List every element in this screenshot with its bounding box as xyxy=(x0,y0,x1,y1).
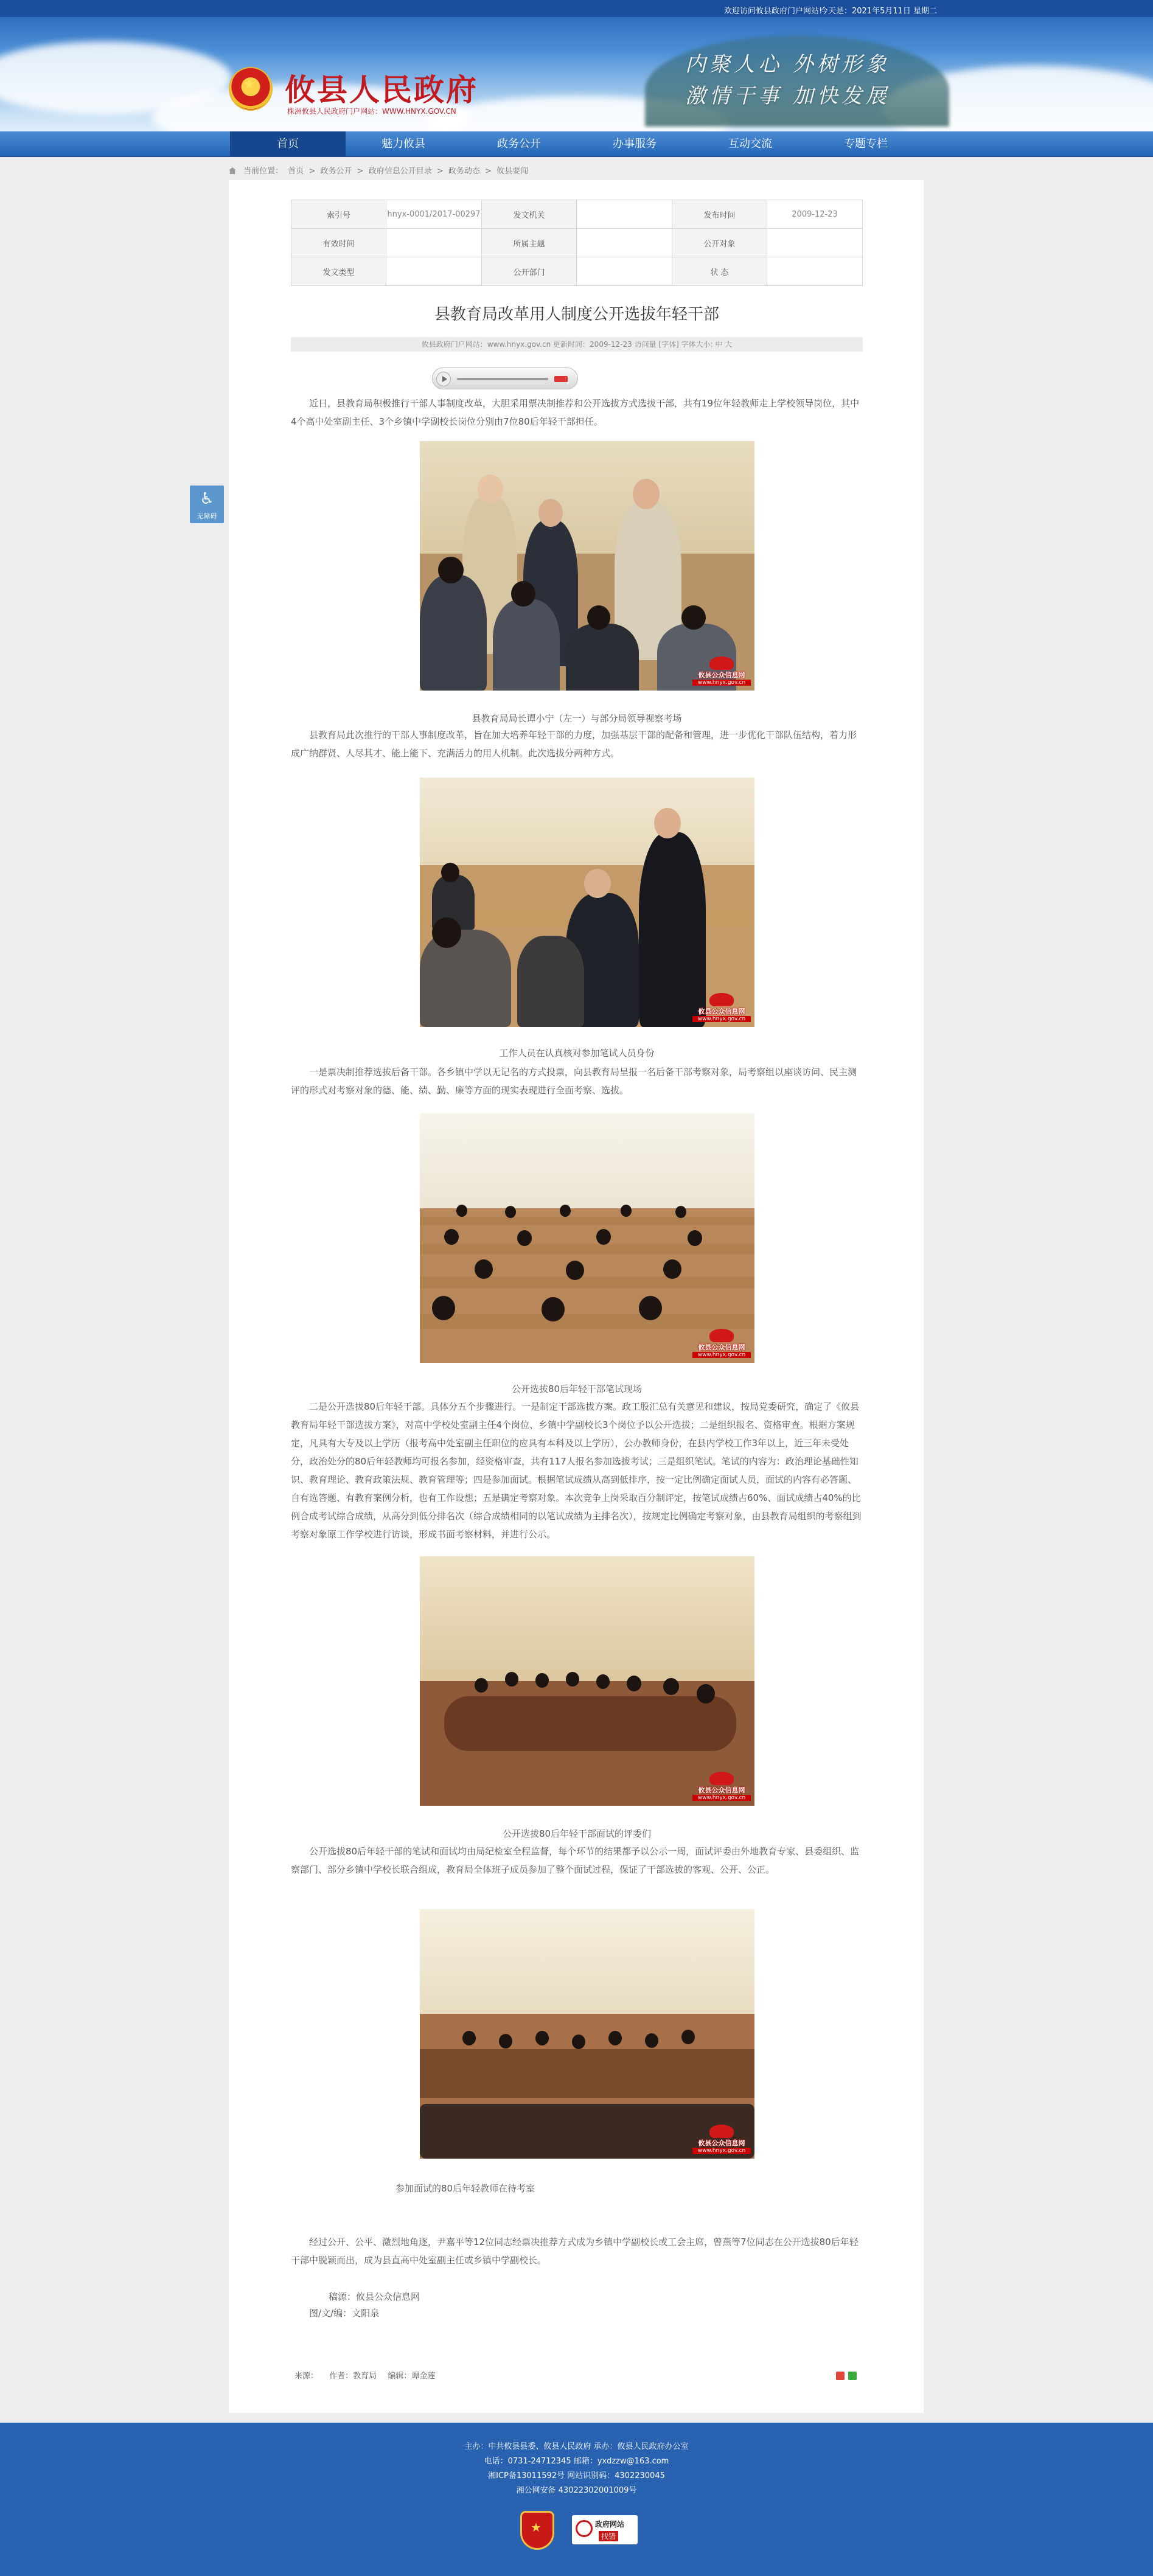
slogan-line-1: 内聚人心 外树形象 xyxy=(685,52,890,77)
meta-key: 有效时间 xyxy=(291,229,386,257)
breadcrumb-label: 当前位置： xyxy=(243,167,284,176)
source-line: 稿源：攸县公众信息网 xyxy=(329,2291,420,2302)
meta-key: 公开部门 xyxy=(482,257,577,286)
nav-services[interactable]: 办事服务 xyxy=(613,138,657,150)
meta-value: 2009-12-23 xyxy=(767,200,863,229)
meta-value: hnyx-0001/2017-00297 xyxy=(386,200,482,229)
meta-key: 发文类型 xyxy=(291,257,386,286)
meta-value xyxy=(577,229,672,257)
home-icon xyxy=(229,167,236,174)
article-photo xyxy=(420,1909,754,2159)
photo-caption: 参加面试的80后年轻教师在待考室 xyxy=(395,2183,535,2194)
header-banner xyxy=(0,17,1153,131)
article-title: 县教育局改革用人制度公开选拔年轻干部 xyxy=(434,305,719,324)
meta-key: 发布时间 xyxy=(672,200,767,229)
paragraph: 经过公开、公平、激烈地角逐，尹嘉平等12位同志经票决推荐方式成为乡镇中学副校长或工会主席，曾燕等7位同志在公开选拔80后年轻干部中脱颖而出，成为县直高中处室副主任或乡镇中学副校长。 xyxy=(291,2237,859,2266)
volume-icon[interactable] xyxy=(554,376,568,382)
share-wechat-icon[interactable] xyxy=(848,2372,857,2380)
article-photo xyxy=(420,1556,754,1806)
photo-caption: 公开选拔80后年轻干部笔试现场 xyxy=(511,1384,643,1394)
meta-value xyxy=(386,229,482,257)
nav-topics[interactable]: 专题专栏 xyxy=(844,138,888,150)
paragraph: 一是票决制推荐选拔后备干部。各乡镇中学以无记名的方式投票，向县教育局呈报一名后备干部考察对象，局考察组以座谈访问、民主测评的形式对考察对象的德、能、绩、勤、廉等方面的现实表现进行全面考察、选拔。 xyxy=(291,1067,857,1096)
wheelchair-icon: ♿ xyxy=(200,490,214,508)
accessibility-button[interactable] xyxy=(190,486,224,523)
error-report-icon xyxy=(576,2520,593,2537)
article-photo xyxy=(420,1113,754,1363)
breadcrumb-dynamics[interactable]: 政务动态 xyxy=(448,167,480,176)
paragraph: 近日，县教育局积极推行干部人事制度改革，大胆采用票决制推荐和公开选拔方式选拔干部，共有19位年轻教师走上学校领导岗位，其中4个高中处室副主任、3个乡镇中学副校长岗位分别由7位80后年轻干部担任。 xyxy=(291,398,860,427)
table-row xyxy=(291,257,863,286)
footer-police-record[interactable]: 湘公网安备 43022302001009号 xyxy=(516,2486,637,2495)
breadcrumb-gov-affairs[interactable]: 政务公开 xyxy=(320,167,352,176)
watermark: 攸县公众信息网 www.hnyx.gov.cn xyxy=(692,1329,751,1359)
breadcrumb-sep: > xyxy=(357,167,364,176)
meta-value xyxy=(577,200,672,229)
editor-line: 图/文/编：文阳泉 xyxy=(309,2308,380,2319)
main-nav xyxy=(0,131,1153,157)
date-text: 今天是：2021年5月11日 星期二 xyxy=(820,7,938,16)
photo-caption: 工作人员在认真核对参加笔试人员身份 xyxy=(499,1048,655,1059)
table-row xyxy=(291,200,863,229)
watermark: 攸县公众信息网 www.hnyx.gov.cn xyxy=(692,993,751,1023)
watermark: 攸县公众信息网 www.hnyx.gov.cn xyxy=(692,2125,751,2155)
byline-author: 作者：教育局 xyxy=(329,2372,377,2381)
site-url: 株洲攸县人民政府门户网站：WWW.HNYX.GOV.CN xyxy=(287,107,456,116)
meta-key: 发文机关 xyxy=(482,200,577,229)
gov-site-error-badge[interactable] xyxy=(572,2515,638,2544)
meta-value xyxy=(577,257,672,286)
nav-home[interactable]: 首页 xyxy=(230,131,346,157)
site-footer xyxy=(0,2423,1153,2576)
footer-sponsor: 主办：中共攸县县委、攸县人民政府 承办：攸县人民政府办公室 xyxy=(464,2442,689,2451)
nav-gov-affairs[interactable]: 政务公开 xyxy=(497,138,541,150)
meta-value xyxy=(386,257,482,286)
accessibility-label: 无障碍 xyxy=(197,512,217,520)
share-weibo-icon[interactable] xyxy=(836,2372,845,2380)
nav-charm-youxian[interactable]: 魅力攸县 xyxy=(381,138,425,150)
photo-caption: 县教育局局长谭小宁（左一）与部分局领导视察考场 xyxy=(472,713,682,724)
article-photo xyxy=(420,778,754,1027)
meta-key: 公开对象 xyxy=(672,229,767,257)
breadcrumb-home[interactable]: 首页 xyxy=(288,167,304,176)
meta-key: 所属主题 xyxy=(482,229,577,257)
watermark: 攸县公众信息网 www.hnyx.gov.cn xyxy=(692,1772,751,1802)
paragraph: 公开选拔80后年轻干部的笔试和面试均由局纪检室全程监督，每个环节的结果都予以公示一周，面试评委由外地教育专家、县委组织、监察部门、部分乡镇中学校长联合组成，教育局全体班子成员参加了整个面试过程，保证了干部选拔的客观、公开、公正。 xyxy=(291,1846,860,1875)
table-row xyxy=(291,229,863,257)
paragraph: 县教育局此次推行的干部人事制度改革，旨在加大培养年轻干部的力度，加强基层干部的配备和管理，进一步优化干部队伍结构，着力形成广纳群贤、人尽其才、能上能下、充满活力的用人机制。此次选拔分两种方式。 xyxy=(291,729,857,759)
nav-interaction[interactable]: 互动交流 xyxy=(728,138,772,150)
article-byline xyxy=(294,2369,444,2381)
meta-table xyxy=(291,200,863,286)
site-name[interactable]: 攸县人民政府 xyxy=(285,72,478,108)
meta-key: 索引号 xyxy=(291,200,386,229)
footer-contact: 电话：0731-24712345 邮箱：yxdzzw@163.com xyxy=(484,2457,669,2466)
badge-text: 找错 xyxy=(599,2531,618,2541)
breadcrumb-catalog[interactable]: 政府信息公开目录 xyxy=(368,167,432,176)
breadcrumb-sep: > xyxy=(485,167,492,176)
play-icon[interactable] xyxy=(436,372,451,386)
meta-value xyxy=(767,257,863,286)
meta-key: 状 态 xyxy=(672,257,767,286)
party-gov-badge-icon[interactable] xyxy=(522,2513,552,2548)
photo-caption: 公开选拔80后年轻干部面试的评委们 xyxy=(502,1828,652,1839)
article-photo xyxy=(420,441,754,691)
audio-progress-track[interactable] xyxy=(457,378,548,380)
welcome-text: 欢迎访问攸县政府门户网站! xyxy=(724,7,823,16)
audio-player xyxy=(432,367,578,389)
breadcrumb-sep: > xyxy=(436,167,444,176)
slogan-line-2: 激情干事 加快发展 xyxy=(685,84,890,108)
meta-value xyxy=(767,229,863,257)
badge-text: 政府网站 xyxy=(595,2520,625,2529)
breadcrumb xyxy=(229,164,531,176)
byline-source: 来源： xyxy=(294,2372,319,2381)
top-strip xyxy=(0,0,1153,17)
national-emblem-icon xyxy=(230,68,271,110)
watermark: 攸县公众信息网 www.hnyx.gov.cn xyxy=(692,656,751,687)
article-info-bar[interactable]: 攸县政府门户网站：www.hnyx.gov.cn 更新时间：2009-12-23 访问量 [字体] 字体大小: 中 大 xyxy=(291,337,863,352)
breadcrumb-sep: > xyxy=(308,167,316,176)
byline-editor: 编辑：谭金莲 xyxy=(388,2372,436,2381)
footer-icp[interactable]: 湘ICP备13011592号 网站识别码：4302230045 xyxy=(488,2471,665,2480)
paragraph: 二是公开选拔80后年轻干部。具体分五个步骤进行。一是制定干部选拔方案。政工股汇总有关意见和建议，按局党委研究，确定了《攸县教育局年轻干部选拔方案》，对高中学校处室副主任4个岗位、乡镇中学副校长3个岗位予以公开选拔；二是组织报名、资格审查。根据方案规定，凡具有大专及以上学历（报考高中处室副主任职位的应具有本科及以上学历），公办教师身份，在县内学校工作3年以上，近三年未受处分，政治处分的80后年轻教师均可报名参加，经资格审查，共有117人报名参加选拔考试；三是组织笔试。笔试的内容为：政治理论基础性知识、教育理论、教育政策法规、教育管理等；四是参加面试。根据笔试成绩从高到低排序，按一定比例确定面试人员，面试的内容有必答题、自有选答题、有教育案例分析，也有工作设想；五是确定考察对象。本次竞争上岗采取百分制评定，按笔试成绩占60%、面试成绩占40%的比例合成考试综合成绩，从高分到低分排名次（综合成绩相同的以笔试成绩为主排名次），按规定比例确定考察对象，由县教育局组织的考察组到考察对象原工作学校进行访谈，形成书面考察材料，并进行公示。 xyxy=(291,1401,862,1540)
breadcrumb-news[interactable]: 攸县要闻 xyxy=(496,167,529,176)
